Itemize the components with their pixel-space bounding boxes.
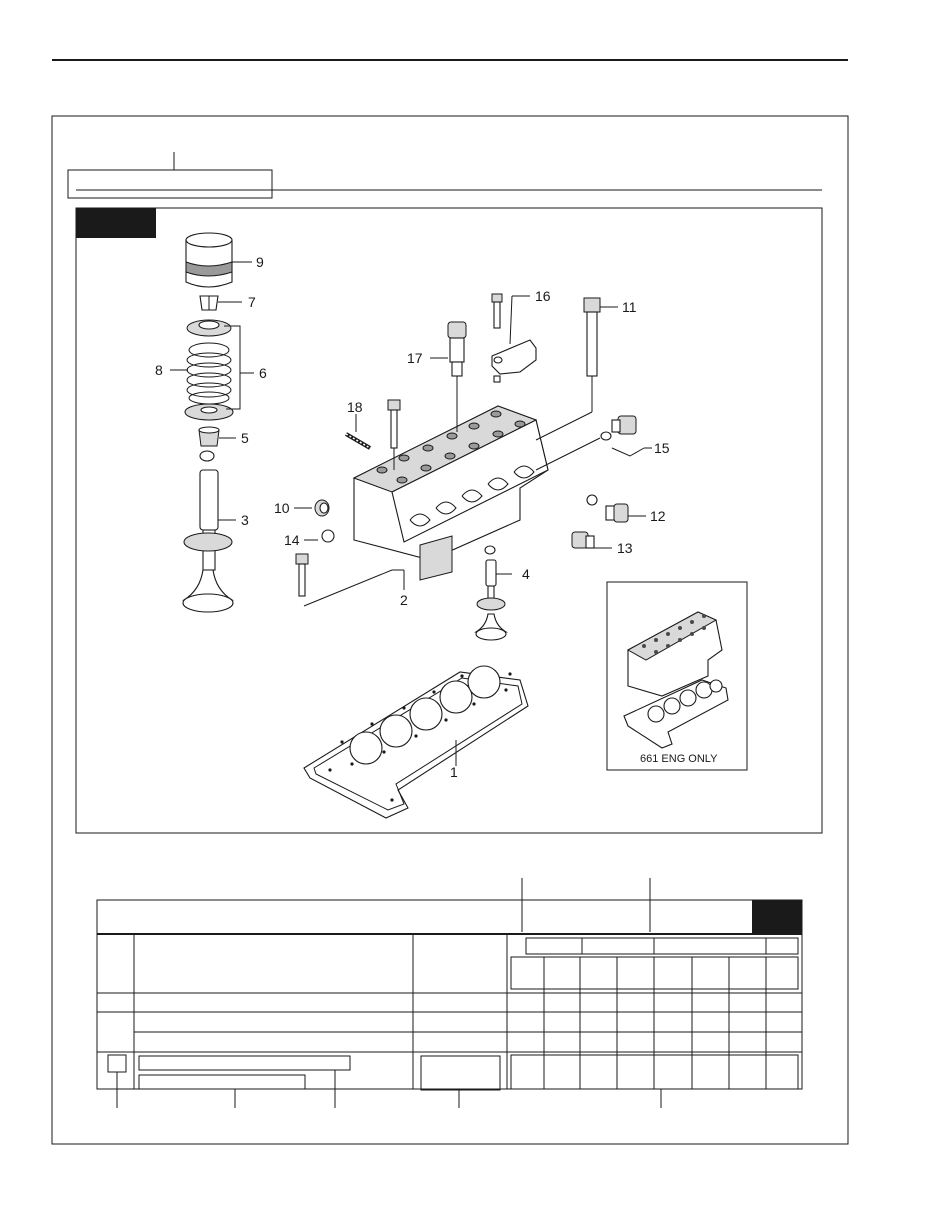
cylinder-head-icon	[354, 406, 548, 580]
callout-6: 6	[259, 365, 267, 381]
callout-3: 3	[241, 512, 249, 528]
gasket-icon	[304, 666, 528, 818]
callout-10: 10	[274, 500, 290, 516]
parts-table-diagram	[97, 878, 802, 1108]
plug-washer-icon	[601, 416, 636, 440]
ball-plug-icon	[322, 530, 334, 542]
clamp-bolt-icon	[492, 294, 502, 328]
small-ring-icon	[200, 451, 214, 461]
long-bolt-icon	[584, 298, 600, 376]
callout-1: 1	[450, 764, 458, 780]
callout-7: 7	[248, 294, 256, 310]
plug-13-icon	[572, 532, 594, 548]
spring-seat-icon	[185, 404, 233, 420]
valve-icon	[183, 470, 233, 612]
title-box	[68, 170, 272, 198]
callout-12: 12	[650, 508, 666, 524]
tappet-icon	[186, 233, 232, 287]
callout-13: 13	[617, 540, 633, 556]
spring-icon	[187, 343, 231, 404]
spring-retainer-upper-icon	[187, 320, 231, 336]
callout-8: 8	[155, 362, 163, 378]
sleeve-icon	[315, 500, 329, 516]
stud-icon	[346, 434, 370, 448]
bolt-icon	[388, 400, 400, 448]
callout-11: 11	[622, 299, 637, 315]
callout-16: 16	[535, 288, 551, 304]
illustration-tab	[76, 208, 156, 238]
plug-12-icon	[587, 495, 628, 522]
callout-14: 14	[284, 532, 300, 548]
callout-15: 15	[654, 440, 670, 456]
valve-stack-assembly	[183, 233, 233, 612]
valve-stem-seal-icon	[199, 427, 219, 446]
inset-label: 661 ENG ONLY	[640, 753, 718, 765]
exhaust-valve-icon	[476, 546, 506, 640]
callout-18: 18	[347, 399, 363, 415]
callout-2: 2	[400, 592, 408, 608]
callout-9: 9	[256, 254, 264, 270]
injector-clamp-icon	[492, 340, 536, 374]
callout-5: 5	[241, 430, 249, 446]
injector-sleeve-icon	[448, 322, 466, 376]
valve-keeper-icon	[200, 296, 218, 310]
callout-17: 17	[407, 350, 423, 366]
callout-4: 4	[522, 566, 530, 582]
lower-bolt-icon	[296, 554, 308, 596]
